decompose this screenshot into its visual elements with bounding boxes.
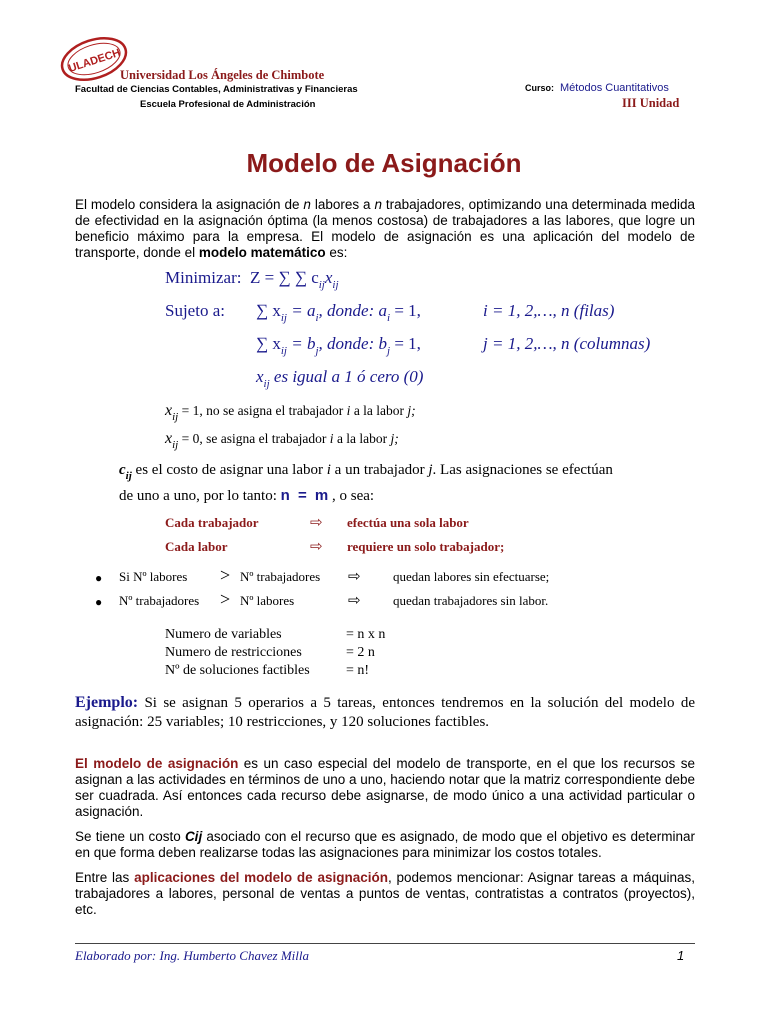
- body-text: [75, 756, 695, 927]
- cij-description-line2: de uno a uno, por lo tanto: n = m , o sea:: [119, 487, 375, 504]
- course-info: [525, 82, 669, 94]
- xij-note: $x_{ij} = 0$, se asigna el trabajador i a la labor j;: [165, 430, 399, 451]
- page-title: Modelo de Asignación: [246, 148, 522, 178]
- page-number: 1: [677, 948, 685, 963]
- bullet-icon: ●: [95, 571, 103, 585]
- bullet-left: Nº trabajadores: [119, 593, 200, 608]
- binary-constraint: $x_{ij}$ es igual a 1 ó cero (0): [256, 367, 424, 390]
- count-label: Numero de variables: [165, 627, 282, 642]
- rule-row: Cada labor: [165, 539, 228, 554]
- xij-note: $x_{ij} = 1$, no se asigna el trabajador i a la labor j;: [165, 402, 416, 423]
- bullet-mid: Nº labores: [240, 593, 295, 608]
- count-value: = 2 n: [346, 645, 375, 660]
- constraint-columns: ∑ $x_{ij} = b_j$, donde: $b_j = 1$,: [256, 334, 421, 357]
- course-name: Métodos Cuantitativos: [560, 82, 669, 94]
- constraint-rows-range: i = 1, 2,…, n (filas): [483, 301, 615, 320]
- body-paragraph: Se tiene un costo Cij asociado con el recurso que es asignado, de modo que el objetivo es determinar en que forma deben realizarse todas las asignaciones para minimizar los costos totales.: [75, 829, 695, 860]
- rule-text: requiere un solo trabajador;: [347, 539, 505, 554]
- objective-function: Minimizar: Z = ∑ ∑ $c_{ij}x_{ij}$: [165, 268, 339, 291]
- footer-divider: [75, 943, 695, 944]
- unit-label: III Unidad: [622, 96, 680, 110]
- intro-paragraph: El modelo considera la asignación de n labores a n trabajadores, optimizando una determinada medida de efectividad en la asignación óptima (la menos costosa) de trabajadores a las labores, que logre un beneficio máximo para la empresa. El modelo de asignación es una aplicación del modelo de transporte, donde el modelo matemático es:: [75, 197, 695, 260]
- arrow-icon: ⇨: [310, 515, 323, 531]
- rule-row: Cada trabajador: [165, 515, 259, 530]
- school-name: Escuela Profesional de Administración: [140, 99, 316, 110]
- greater-than: >: [220, 589, 231, 609]
- faculty-name: Facultad de Ciencias Contables, Administrativas y Financieras: [75, 84, 358, 95]
- bullet-right: quedan labores sin efectuarse;: [393, 569, 550, 584]
- greater-than: >: [220, 565, 231, 585]
- subject-to-label: Sujeto a:: [165, 301, 225, 320]
- arrow-icon: ⇨: [348, 593, 361, 609]
- arrow-icon: ⇨: [348, 569, 361, 585]
- count-value: = n x n: [346, 627, 386, 642]
- bullet-left: Si Nº labores: [119, 569, 188, 584]
- count-label: Nº de soluciones factibles: [165, 663, 310, 678]
- constraint-rows: ∑ $x_{ij} = a_i$, donde: $a_i = 1$,: [256, 301, 421, 324]
- cij-description: $c_{ij}$ es el costo de asignar una labor i a un trabajador j. Las asignaciones se efectúan: [119, 462, 613, 482]
- bullet-right: quedan trabajadores sin labor.: [393, 593, 549, 608]
- arrow-icon: ⇨: [310, 539, 323, 555]
- body-paragraph: El modelo de asignación es un caso especial del modelo de transporte, en el que los recursos se asignan a las actividades en términos de uno a uno, haciendo notar que la matriz correspondiente debe ser cuadrada. Así entonces cada recurso debe asignarse, de modo único a una actividad particular o asignación.: [75, 756, 695, 819]
- count-value: = n!: [346, 663, 370, 678]
- university-name: Universidad Los Ángeles de Chimbote: [120, 68, 325, 82]
- bullet-mid: Nº trabajadores: [240, 569, 321, 584]
- bullet-icon: ●: [95, 595, 103, 609]
- count-label: Numero de restricciones: [165, 645, 302, 660]
- footer-author: Elaborado por: Ing. Humberto Chavez Milla: [75, 948, 309, 963]
- rule-text: efectúa una sola labor: [347, 515, 469, 530]
- course-label: Curso:: [525, 83, 554, 93]
- constraint-columns-range: j = 1, 2,…, n (columnas): [483, 334, 651, 353]
- example-paragraph: Ejemplo: Si se asignan 5 operarios a 5 tareas, entonces tendremos en la solución del modelo de asignación: 25 variables; 10 restricciones, y 120 soluciones factibles.: [75, 694, 695, 730]
- logo-text: ULADECH: [67, 46, 123, 75]
- body-paragraph: Entre las aplicaciones del modelo de asignación, podemos mencionar: Asignar tareas a máquinas, trabajadores a labores, personal de ventas a puntos de ventas, contratistas a contratos (proyectos), etc.: [75, 870, 695, 917]
